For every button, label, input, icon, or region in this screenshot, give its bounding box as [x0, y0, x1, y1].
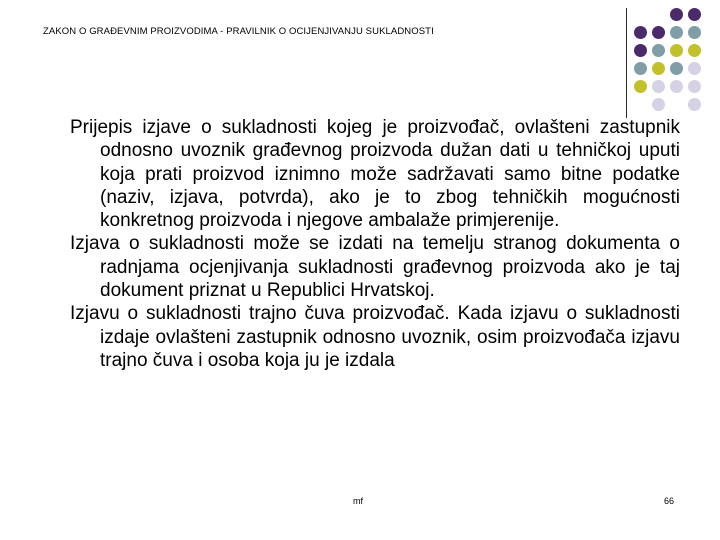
- decorative-dot: [652, 44, 665, 57]
- decorative-dot-grid: [634, 8, 701, 111]
- decorative-dot: [652, 98, 665, 111]
- decorative-dot: [670, 26, 683, 39]
- decorative-dot: [634, 8, 647, 21]
- decorative-dot: [688, 62, 701, 75]
- decorative-dot: [688, 44, 701, 57]
- decorative-dot: [652, 26, 665, 39]
- document-header: ZAKON O GRAĐEVNIM PROIZVODIMA - PRAVILNIK O OCIJENJIVANJU SUKLADNOSTI: [43, 26, 434, 37]
- decorative-dot: [670, 98, 683, 111]
- header-divider-line: [626, 8, 627, 118]
- decorative-dot: [670, 44, 683, 57]
- decorative-dot: [634, 26, 647, 39]
- decorative-dot: [670, 8, 683, 21]
- decorative-dot: [688, 80, 701, 93]
- decorative-dot: [652, 62, 665, 75]
- decorative-dot: [688, 98, 701, 111]
- footer-author: mf: [353, 496, 363, 506]
- decorative-dot: [688, 8, 701, 21]
- decorative-dot: [634, 80, 647, 93]
- decorative-dot: [634, 98, 647, 111]
- decorative-dot: [688, 26, 701, 39]
- paragraph-2: Izjava o sukladnosti može se izdati na temelju stranog dokumenta o radnjama ocjenjivanja sukladnosti građevnog proizvoda ako je taj dokument priznat u Republici Hrvatskoj.: [70, 233, 680, 302]
- page-number: 66: [664, 496, 675, 506]
- decorative-dot: [652, 8, 665, 21]
- decorative-dot: [634, 44, 647, 57]
- slide-body: [70, 116, 680, 372]
- decorative-dot: [670, 80, 683, 93]
- paragraph-1: Prijepis izjave o sukladnosti kojeg je proizvođač, ovlašteni zastupnik odnosno uvoznik građevnog proizvoda dužan dati u tehničkoj uputi koja prati proizvod iznimno može sadržavati samo bitne podatke (naziv, izjava, potvrda), ako je to zbog tehničkih mogućnosti konkretnog proizvoda i njegove ambalaže primjerenije.: [70, 117, 680, 232]
- paragraph-3: Izjavu o sukladnosti trajno čuva proizvođač. Kada izjavu o sukladnosti izdaje ovlašteni zastupnik odnosno uvoznik, osim proizvođača izjavu trajno čuva i osoba koja ju je izdala: [70, 303, 680, 371]
- decorative-dot: [634, 62, 647, 75]
- decorative-dot: [670, 62, 683, 75]
- decorative-dot: [652, 80, 665, 93]
